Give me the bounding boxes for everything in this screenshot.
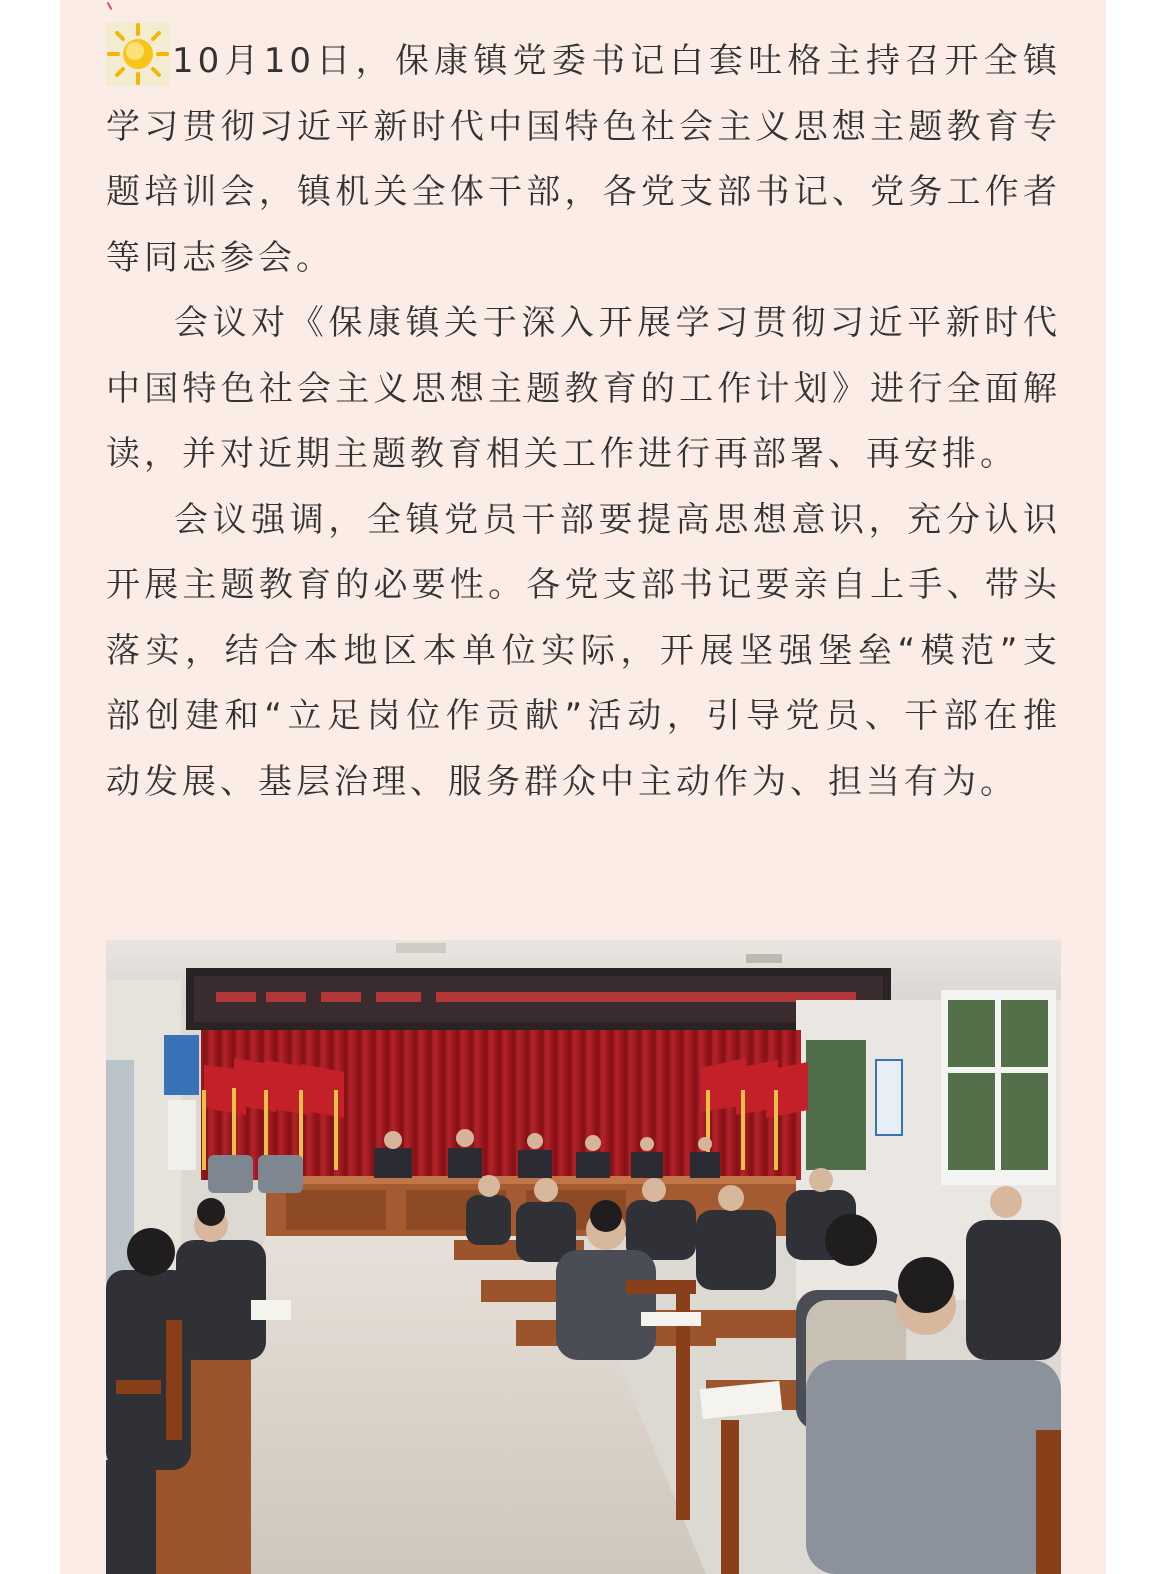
paragraph-2: 会议对《保康镇关于深入开展学习贯彻习近平新时代中国特色社会主义思想主题教育的工作计划》进行全面解读，并对近期主题教育相关工作进行再部署、再安排。 — [106, 303, 1061, 474]
paragraph-1-text: 10月10日，保康镇党委书记白套吐格主持召开全镇学习贯彻习近平新时代中国特色社会主义思想主题教育专题培训会，镇机关全体干部，各党支部书记、党务工作者等同志参会。 — [106, 41, 1061, 278]
meeting-hall-photo — [106, 940, 1061, 1574]
paragraph-3: 会议强调，全镇党员干部要提高思想意识，充分认识开展主题教育的必要性。各党支部书记要亲自上手、带头落实，结合本地区本单位实际，开展坚强堡垒“模范”支部创建和“立足岗位作贡献”活动，引导党员、干部在推动发展、基层治理、服务群众中主动作为、担当有为。 — [106, 499, 1061, 802]
sun-icon — [106, 22, 170, 86]
paragraph-1 — [106, 22, 1061, 291]
article-body — [106, 22, 1061, 815]
